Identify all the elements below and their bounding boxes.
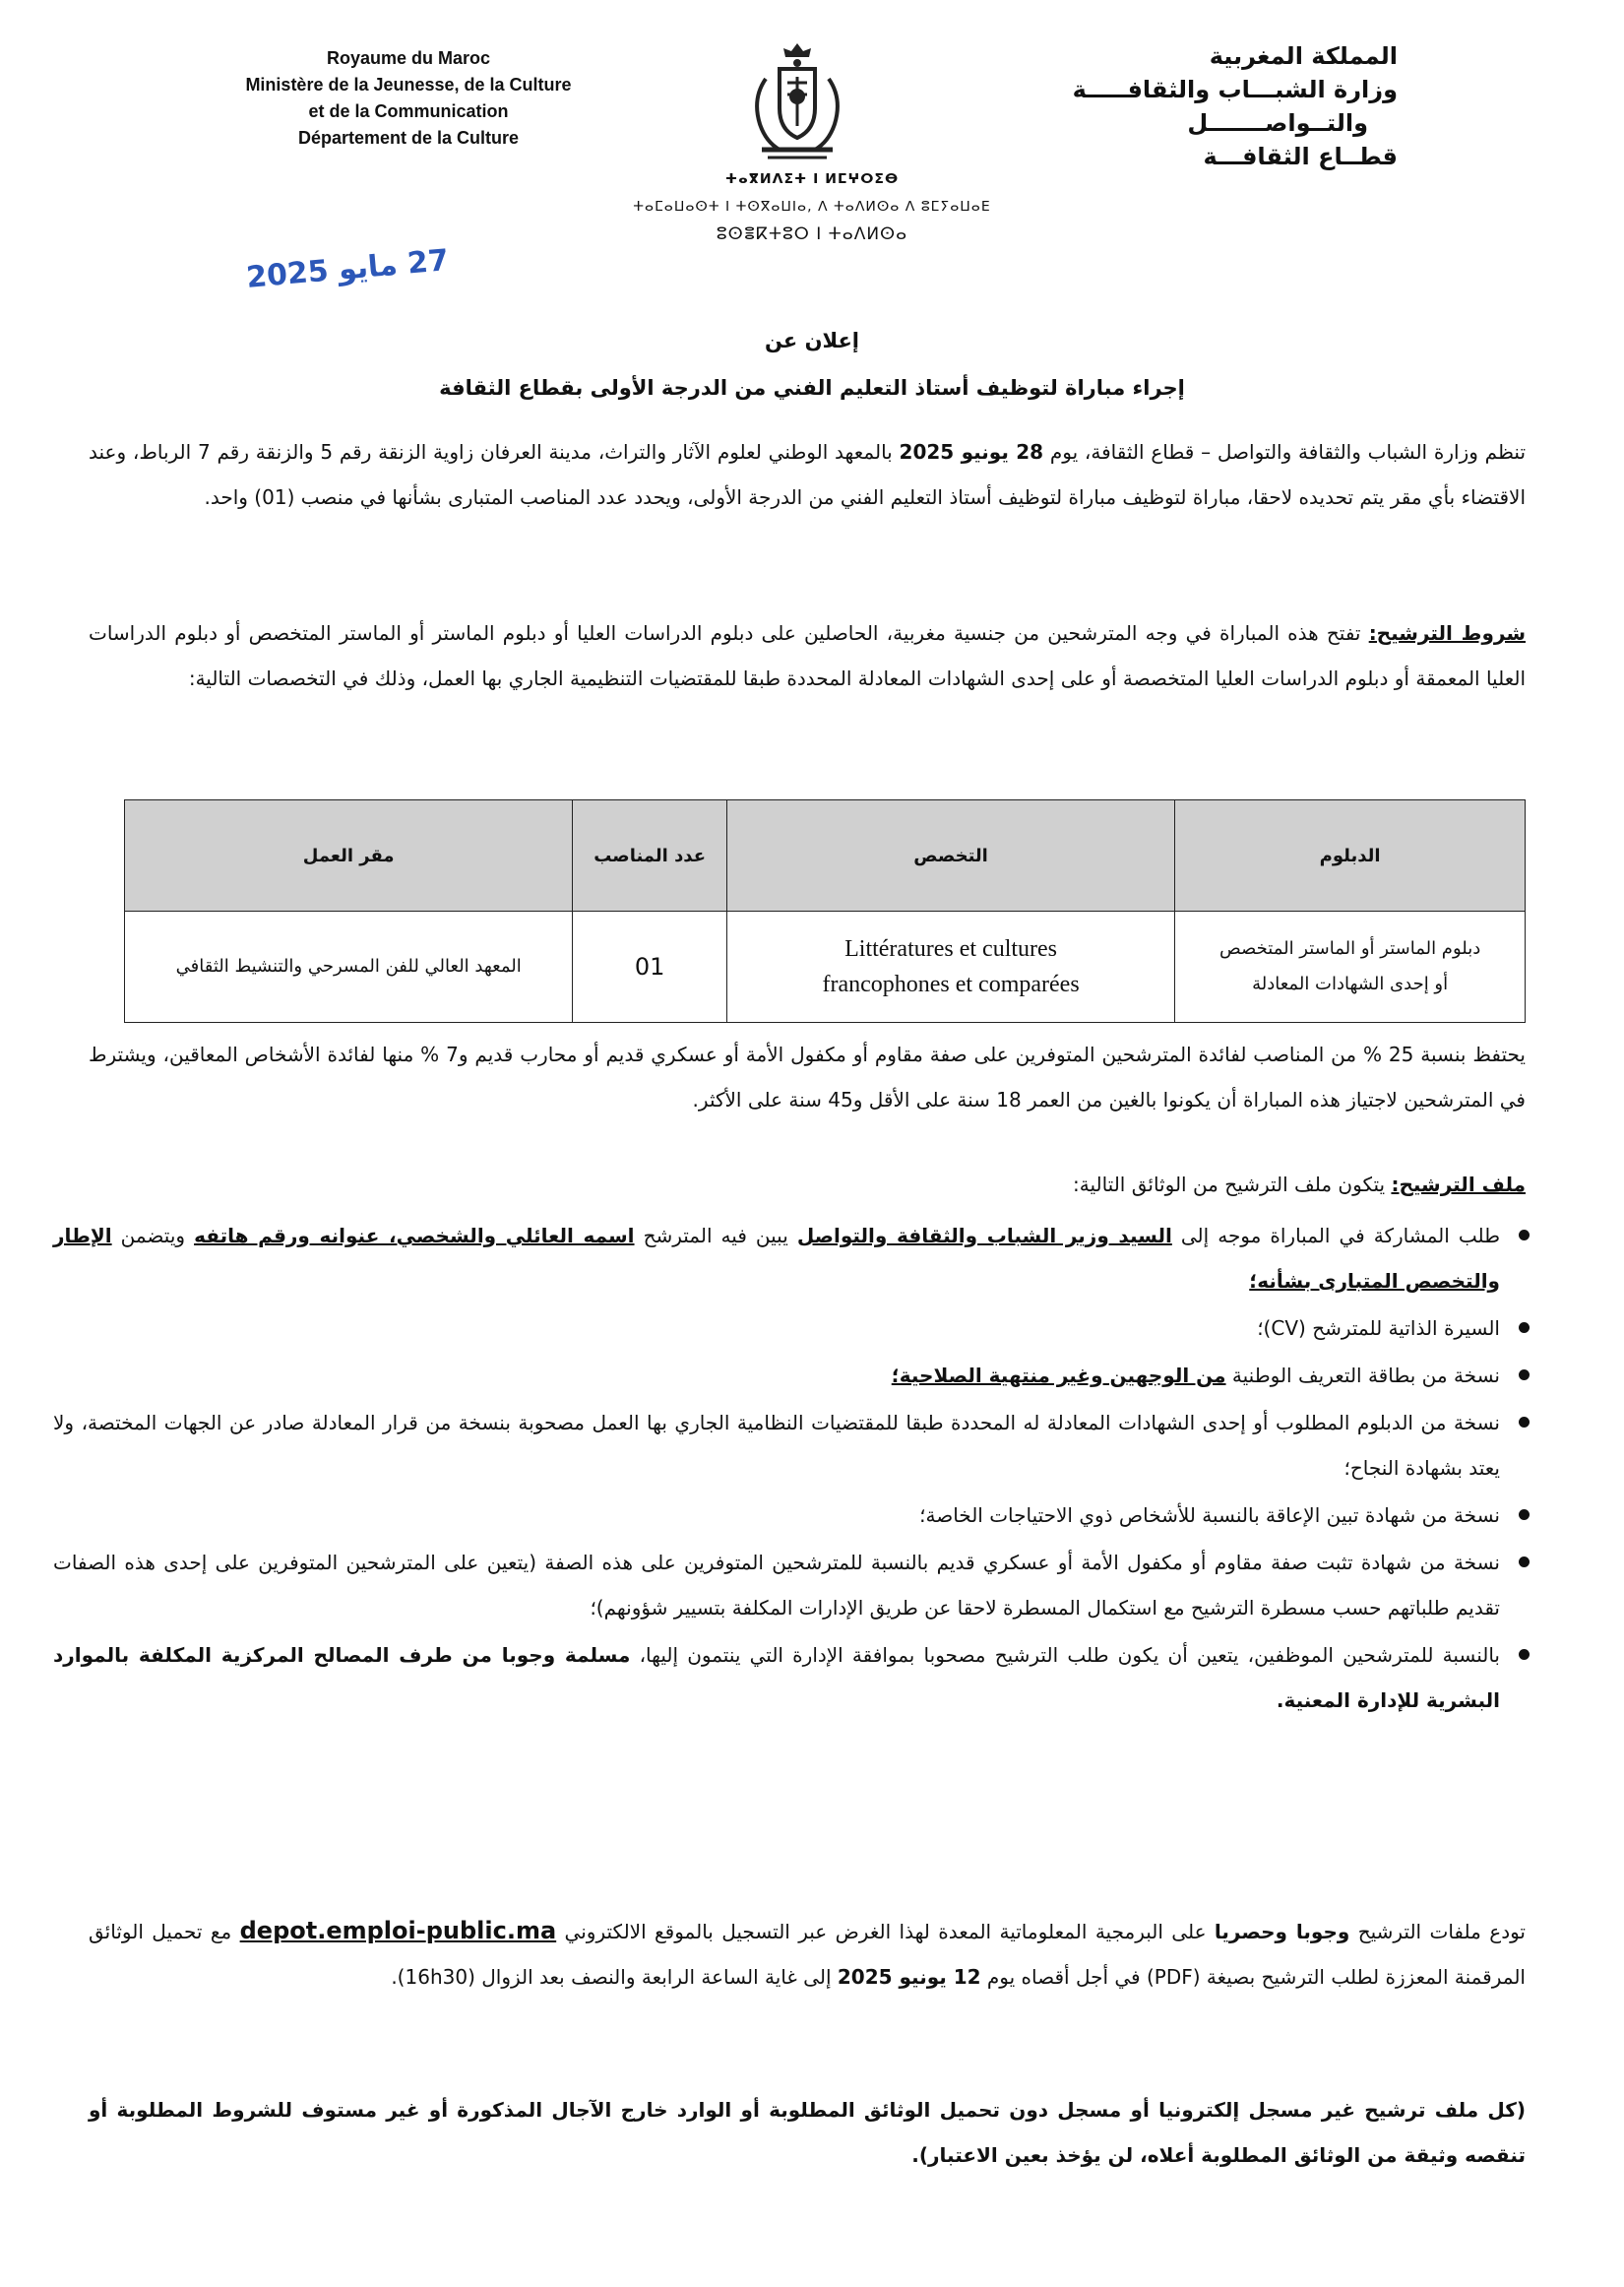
header-tifinagh [620,165,1004,248]
date-stamp: 27 مايو 2025 [244,243,451,295]
list-item [53,1353,1500,1398]
doc-text: نسخة من شهادة تثبت صفة مقاوم أو مكفول الأمة أو عسكري قديم بالنسبة للمترشحين المتوفرين على هذه الصفة (يتعين على المترشحين المتوفرين على إحدى هذه الصفات تقديم طلباتهم حسب مسطرة الترشيح مع استكمال المسطرة لاحقا عن طريق الإدارات المكلفة بتسيير شؤونهم)؛ [53,1551,1500,1620]
positions-count-cell: 01 [573,912,727,1023]
doc-emphasis: من الوجهين وغير منتهية الصلاحية؛ [891,1364,1226,1387]
list-item [53,1213,1500,1303]
header-fr-line: et de la Communication [308,101,509,121]
doc-text: يبين فيه المترشح [634,1224,797,1247]
list-item [53,1540,1500,1630]
conditions-label: شروط الترشيح: [1368,621,1526,645]
list-item [53,1400,1500,1491]
list-item [53,1493,1500,1538]
table-header-row [125,800,1526,912]
quota-paragraph: يحتفظ بنسبة 25 % من المناصب لفائدة المترشحين المتوفرين على صفة مقاوم أو مكفول الأمة أو عسكري قديم أو محارب قديم و7 % منها لفائدة الأشخاص المعاقين، ويشترط في المترشحين لاجتياز هذه المباراة أن يكونوا بالغين من العمر 18 سنة على الأقل و45 سنة على الأكثر. [89,1043,1526,1112]
deadline-date: 12 يونيو 2025 [837,1965,981,1989]
diploma-line: دبلوم الماستر أو الماستر المتخصص [1218,938,1481,959]
announcement-title: إعلان عن [765,329,859,352]
header-french [226,45,591,152]
table-header-cell: الدبلوم [1175,800,1526,912]
bullet-icon [1519,1322,1530,1333]
list-item [53,1632,1500,1723]
website-link-part[interactable]: public.ma [425,1917,557,1944]
specialty-line: francophones et comparées [822,972,1080,997]
header-ar-line: المملكة المغربية [1209,42,1398,70]
deposit-text: تودع ملفات الترشيح [1349,1920,1526,1943]
header-fr-line: Royaume du Maroc [326,48,491,68]
table-row [125,912,1526,1023]
specialty-cell [726,912,1174,1023]
bullet-icon [1519,1649,1530,1660]
header-fr-line: Ministère de la Jeunesse, de la Culture [245,75,572,95]
doc-text: ويتضمن [111,1224,195,1247]
doc-emphasis: الإطار والتخصص المتبارى بشأنه؛ [53,1224,1500,1293]
doc-text: نسخة من بطاقة التعريف الوطنية [1225,1364,1500,1387]
table-header-cell: عدد المناصب [573,800,727,912]
diploma-cell [1175,912,1526,1023]
bullet-icon [1519,1556,1530,1567]
specialty-line: Littératures et cultures [844,936,1058,962]
header-ar-line: قطــاع الثقافـــة [1203,143,1398,170]
documents-list [53,1213,1526,1725]
doc-emphasis: السيد وزير الشباب والثقافة والتواصل [796,1224,1172,1247]
doc-text: نسخة من الدبلوم المطلوب أو إحدى الشهادات المعادلة له المحددة طبقا للمقتضيات النظامية الجاري بها العمل مصحوبة بنسخة من قرار المعادلة صادر عن الجهات المختصة، ولا يعتد بشهادة النجاح؛ [53,1411,1500,1480]
doc-text: السيرة الذاتية للمترشح (CV)؛ [1257,1316,1500,1340]
bullet-icon [1519,1417,1530,1428]
diploma-line: أو إحدى الشهادات المعادلة [1252,974,1449,994]
doc-text: بالنسبة للمترشحين الموظفين، يتعين أن يكون طلب الترشيح مصحوبا بموافقة الإدارة التي ينتمون إليها، [630,1643,1500,1667]
doc-emphasis: مسلمة وجوبا من طرف المصالح المركزية المكلفة بالموارد البشرية للإدارة المعنية. [53,1643,1500,1712]
bullet-icon [1519,1509,1530,1520]
deposit-text: على البرمجية المعلوماتية المعدة لهذا الغرض عبر التسجيل بالموقع الالكتروني [556,1920,1215,1943]
list-item [53,1305,1500,1351]
header-tif-line: ⵜⴰⴳⵍⴷⵉⵜ ⵏ ⵍⵎⵖⵔⵉⴱ [724,171,900,187]
intro-text-1: تنظم وزارة الشباب والثقافة والتواصل – قطاع الثقافة، يوم [1043,440,1527,464]
bullet-icon [1519,1369,1530,1380]
file-label: ملف الترشيح: [1391,1173,1526,1196]
header-arabic [1043,39,1398,173]
table-header-cell: مقر العمل [125,800,573,912]
header-fr-line: Département de la Culture [297,128,520,148]
website-link[interactable] [240,1917,557,1944]
deposit-paragraph [89,1908,1526,2000]
conditions-paragraph [89,610,1526,701]
website-link-part[interactable]: depot.emploi- [239,1917,426,1944]
competition-date: 28 يونيو 2025 [899,440,1044,464]
table-header-cell: التخصص [726,800,1174,912]
deposit-text: إلى غاية الساعة الرابعة والنصف بعد الزوال (16h30). [391,1965,838,1989]
intro-paragraph [89,429,1526,520]
header-tif-line: ⵜⴰⵎⴰⵡⴰⵙⵜ ⵏ ⵜⵙⴳⴰⵡⵏⴰ, ⴷ ⵜⴰⴷⵍⵙⴰ ⴷ ⵓⵎⵢⴰⵡⴰⴹ [633,199,991,215]
bullet-icon [1519,1230,1530,1240]
header-ar-line: وزارة الشبـــاب والثقافـــــة [1072,76,1398,103]
specialties-table [124,799,1526,1023]
file-paragraph [89,1162,1526,1207]
doc-text: نسخة من شهادة تبين الإعاقة بالنسبة للأشخاص ذوي الاحتياجات الخاصة؛ [919,1503,1500,1527]
coat-of-arms-icon [744,39,850,165]
intro-text-2: بالمعهد الوطني لعلوم الآثار والتراث، مدينة العرفان زاوية الزنقة رقم 5 والزنقة رقم 7 الرباط، وعند الاقتضاء بأي مقر يتم تحديده لاحقا، مباراة لتوظيف مباراة لتوظيف أستاذ التعليم الفني من الدرجة الأولى، ويحدد عدد المناصب المتبارى بشأنها في منصب (01) واحد. [89,440,1526,509]
header-tif-line: ⵓⵙⴻⴽⵜⵓⵔ ⵏ ⵜⴰⴷⵍⵙⴰ [716,224,908,244]
announcement-subtitle: إجراء مباراة لتوظيف أستاذ التعليم الفني من الدرجة الأولى بقطاع الثقافة [439,376,1185,400]
rejection-note: (كل ملف ترشيح غير مسجل إلكترونيا أو مسجل دون تحميل الوثائق المطلوبة أو الوارد خارج الآجال المذكورة أو غير مستوف للشروط المطلوبة أو تنقصه وثيقة من الوثائق المطلوبة أعلاه، لن يؤخذ بعين الاعتبار). [89,2098,1526,2167]
conditions-text: تفتح هذه المباراة في وجه المترشحين من جنسية مغربية، الحاصلين على دبلوم الدراسات العليا أو دبلوم الماستر أو الماستر المتخصص أو دبلوم الدراسات العليا المعمقة أو دبلوم الدراسات العليا المتخصصة أو على إحدى الشهادات المعادلة المحددة طبقا للمقتضيات التنظيمية الجاري بها العمل، وذلك في التخصصات التالية: [89,621,1526,690]
deposit-emphasis: وجوبا وحصريا [1214,1920,1350,1943]
deposit-text: مع تحميل الوثائق المرقمنة المعززة لطلب الترشيح بصيغة (PDF) في أجل أقصاه يوم [89,1920,1526,1989]
location-cell: المعهد العالي للفن المسرحي والتنشيط الثقافي [125,912,573,1023]
header-ar-line: والتــواصـــــــل [1187,109,1368,137]
doc-emphasis: اسمه العائلي والشخصي، عنوانه ورقم هاتفه [194,1224,635,1247]
doc-text: طلب المشاركة في المباراة موجه إلى [1171,1224,1500,1247]
file-text: يتكون ملف الترشيح من الوثائق التالية: [1072,1173,1392,1196]
